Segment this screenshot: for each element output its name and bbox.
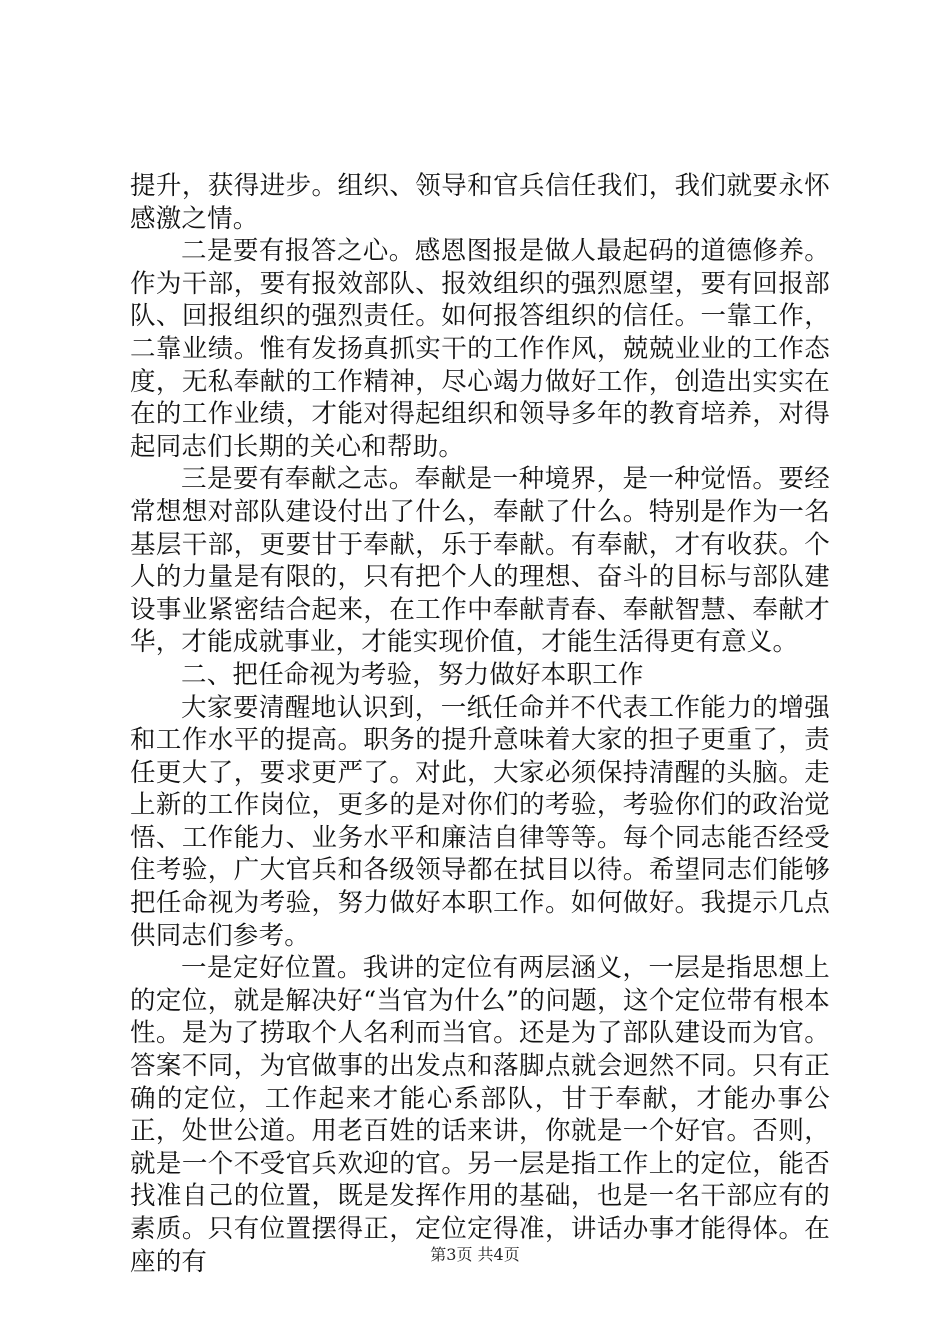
paragraph-2: 二是要有报答之心。感恩图报是做人最起码的道德修养。作为干部，要有报效部队、报效组织的强烈愿望，要有回报部队、回报组织的强烈责任。如何报答组织的信任。一靠工作，二靠业绩。惟有发扬真抓实干的工作作风，兢兢业业的工作态度，无私奉献的工作精神，尽心竭力做好工作，创造出实实在在的工作业绩，才能对得起组织和领导多年的教育培养，对得起同志们长期的关心和帮助。 <box>130 236 830 462</box>
section-heading: 二、把任命视为考验，努力做好本职工作 <box>181 659 644 690</box>
paragraph-1: 提升，获得进步。组织、领导和官兵信任我们，我们就要永怀感激之情。 <box>130 171 830 234</box>
page-footer: 第3页 共4页 <box>430 1245 520 1264</box>
paragraph-4: 大家要清醒地认识到，一纸任命并不代表工作能力的增强和工作水平的提高。职务的提升意味着大家的担子更重了，责任更大了，要求更严了。对此，大家必须保持清醒的头脑。走上新的工作岗位，更多的是对你们的考验，考验你们的政治觉悟、工作能力、业务水平和廉洁自律等等。每个同志能否经受住考验，广大官兵和各级领导都在拭目以待。希望同志们能够把任命视为考验，努力做好本职工作。如何做好。我提示几点供同志们参考。 <box>130 692 830 951</box>
document-body <box>130 170 830 1278</box>
paragraph-5: 一是定好位置。我讲的定位有两层涵义，一层是指思想上的定位，就是解决好“当官为什么”的问题，这个定位带有根本性。是为了捞取个人名利而当官。还是为了部队建设而为官。答案不同，为官做事的出发点和落脚点就会迥然不同。只有正确的定位，工作起来才能心系部队，甘于奉献，才能办事公正，处世公道。用老百姓的话来讲，你就是一个好官。否则，就是一个不受官兵欢迎的官。另一层是指工作上的定位，能否找准自己的位置，既是发挥作用的基础，也是一名干部应有的素质。只有位置摆得正，定位定得准，讲话办事才能得体。在座的有 <box>130 953 830 1277</box>
paragraph-3: 三是要有奉献之志。奉献是一种境界，是一种觉悟。要经常想想对部队建设付出了什么，奉献了什么。特别是作为一名基层干部，更要甘于奉献，乐于奉献。有奉献，才有收获。个人的力量是有限的，只有把个人的理想、奋斗的目标与部队建设事业紧密结合起来，在工作中奉献青春、奉献智慧、奉献才华，才能成就事业，才能实现价值，才能生活得更有意义。 <box>130 464 830 658</box>
